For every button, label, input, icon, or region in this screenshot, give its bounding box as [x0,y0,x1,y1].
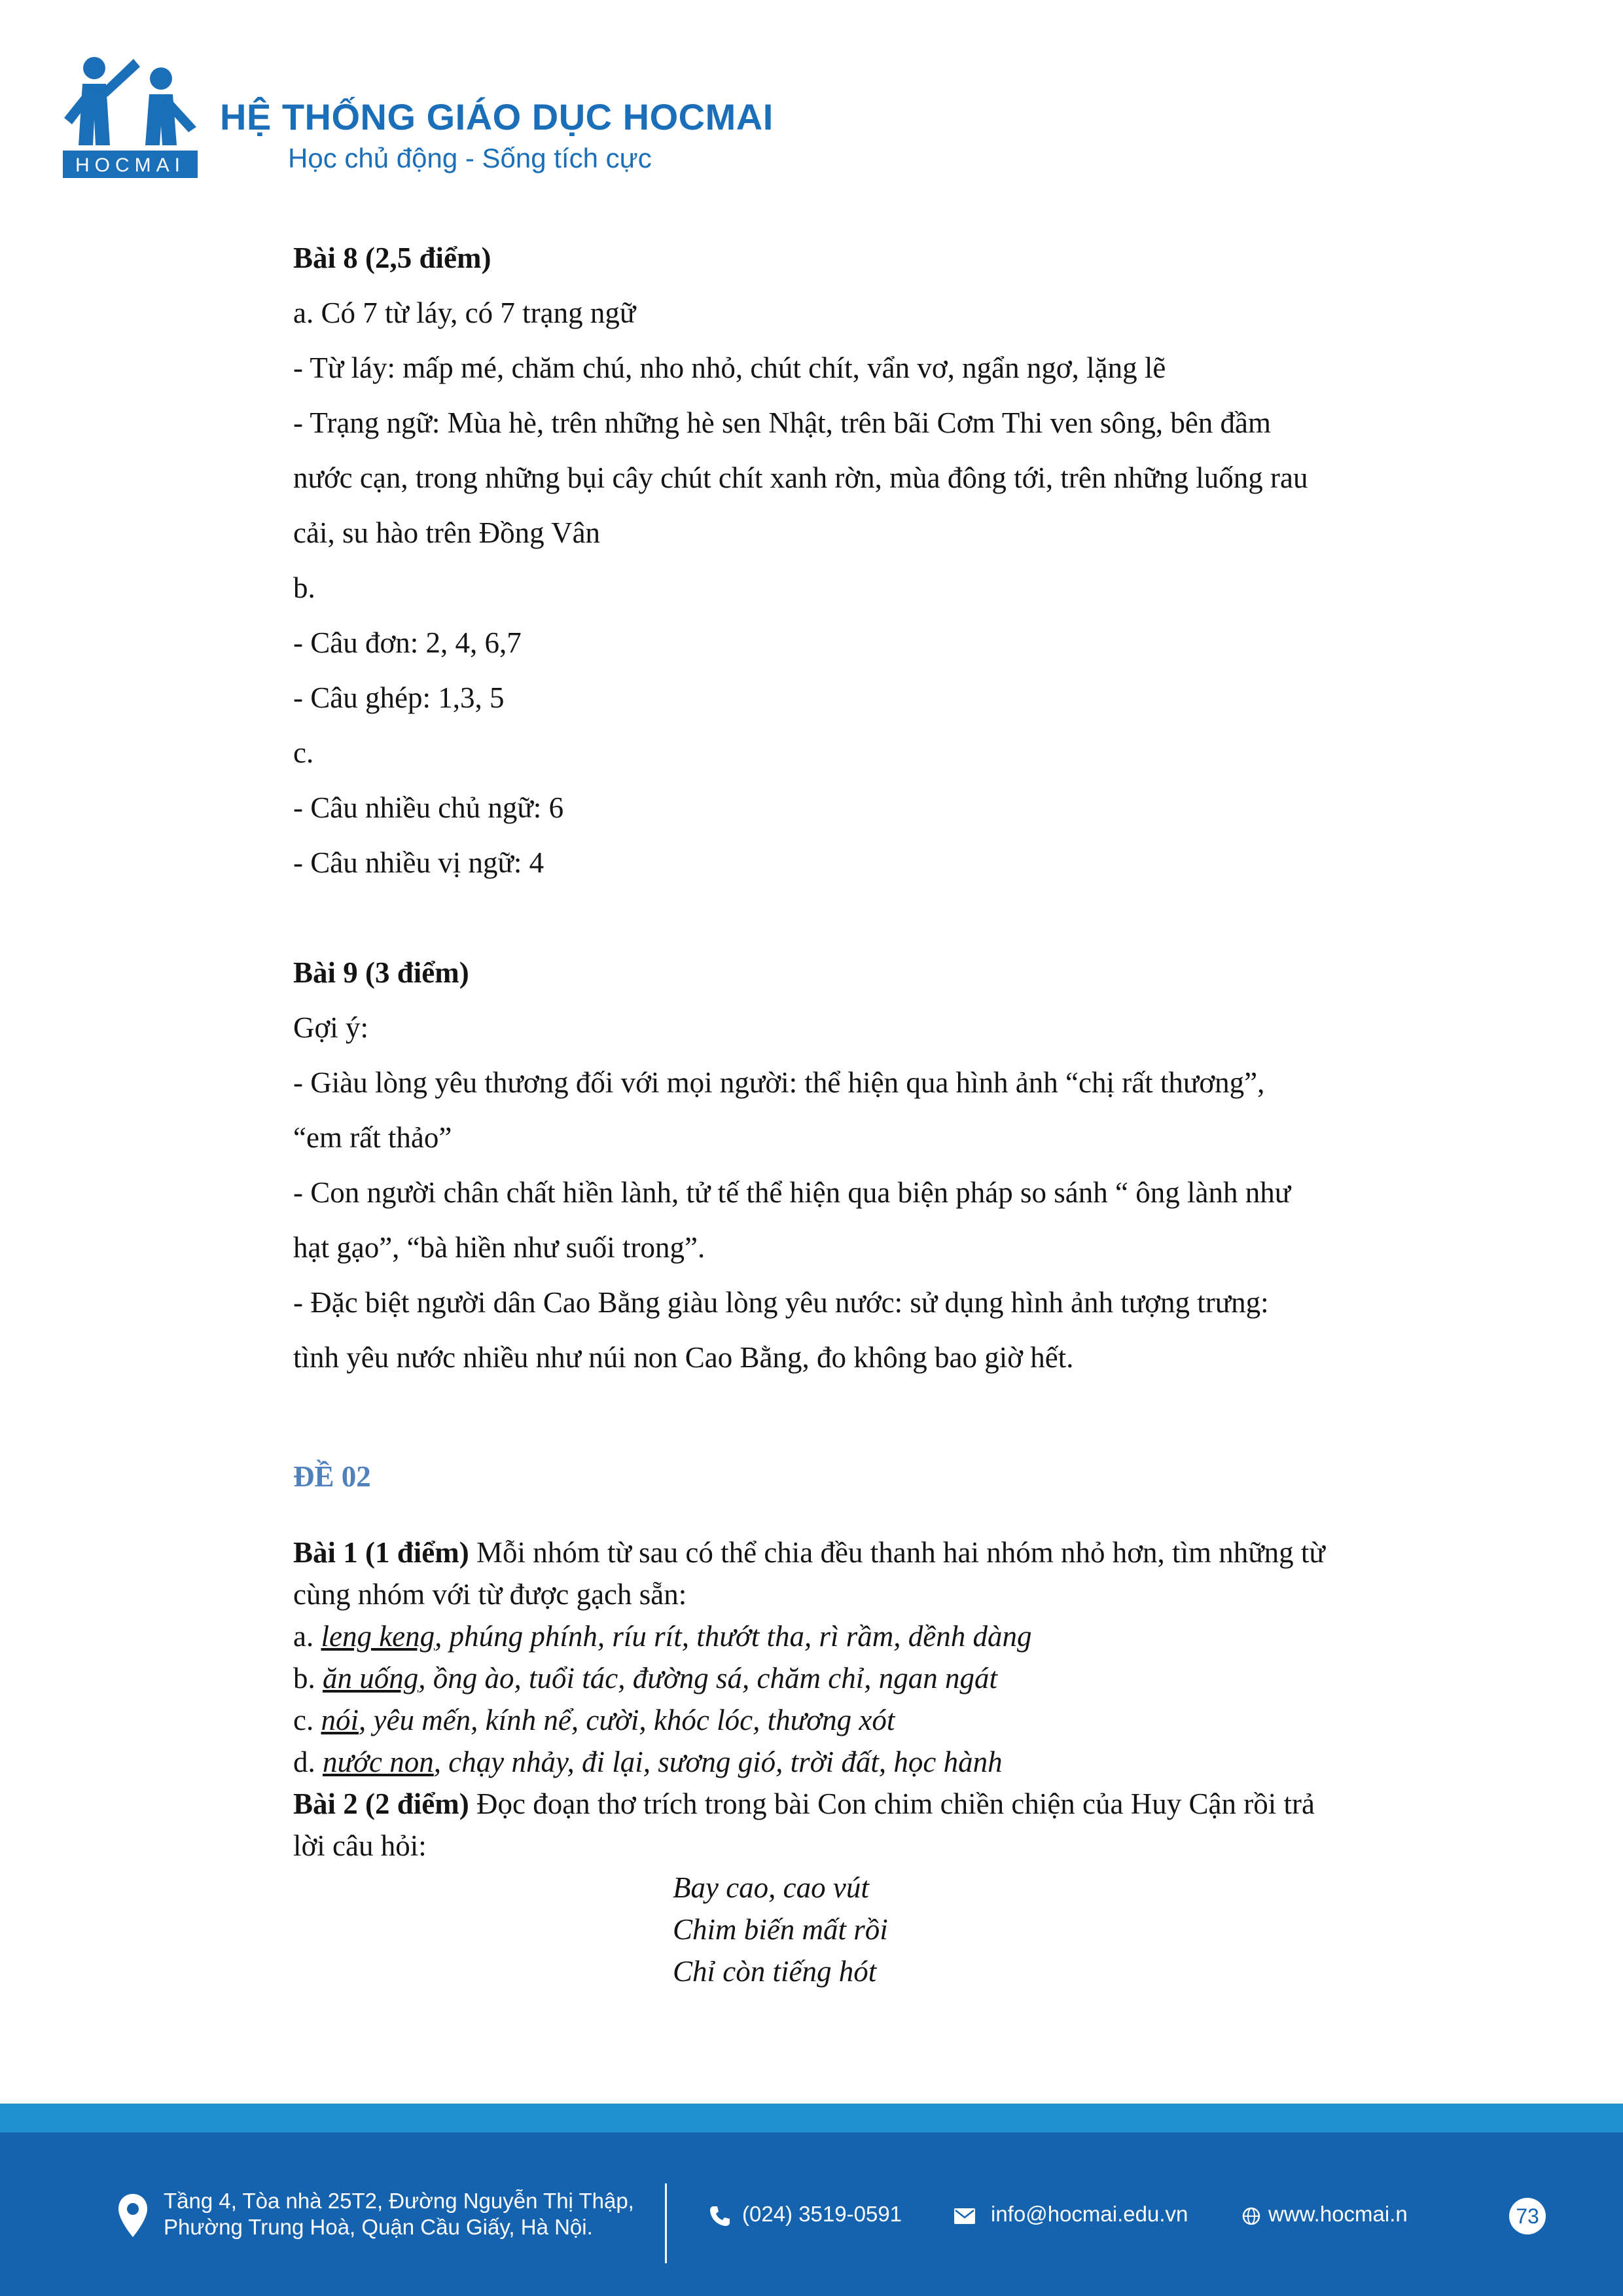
bai8-cau-don: - Câu đơn: 2, 4, 6,7 [293,626,522,659]
bai8-trang-ngu-line-3: cải, su hào trên Đồng Vân [293,516,601,549]
bai9-title: Bài 9 (3 điểm) [293,956,469,989]
globe-icon [1242,2207,1260,2225]
poem-line-1: Bay cao, cao vút [673,1871,869,1904]
de02-bai1-item-b [293,1657,1419,1699]
footer-website[interactable]: www.hocmai.n [1268,2202,1408,2226]
footer-email[interactable]: info@hocmai.edu.vn [991,2202,1188,2226]
email-icon [954,2208,975,2224]
bai9-point-1-line-2: “em rất thảo” [293,1121,452,1154]
page-footer [0,2132,1623,2296]
de02-bai1-text: Mỗi nhóm từ sau có thể chia đều thanh hai nhóm nhỏ hơn, tìm những từ [469,1536,1325,1569]
logo-wordmark: HOCMAI [75,154,185,176]
bai8-part-a: a. Có 7 từ láy, có 7 trạng ngữ [293,296,636,329]
poem-line-2: Chim biến mất rồi [673,1913,888,1946]
de02-bai1-item-a [293,1615,1419,1657]
footer-address-line-1: Tầng 4, Tòa nhà 25T2, Đường Nguyễn Thị Thập, [164,2189,634,2213]
location-pin-icon [116,2193,149,2238]
de02-heading: ĐỀ 02 [293,1460,371,1493]
item-prefix: d. [293,1746,323,1778]
hocmai-logo [63,54,198,178]
bai8-trang-ngu-line-2: nước cạn, trong những bụi cây chút chít xanh rờn, mùa đông tới, trên những luống rau [293,461,1308,494]
item-underlined-word: leng keng [321,1620,435,1653]
de02-bai1-item-d [293,1741,1419,1783]
de02-bai1-line-1 [293,1532,1419,1573]
bai9-point-3-line-1: - Đặc biệt người dân Cao Bằng giàu lòng yêu nước: sử dụng hình ảnh tượng trưng: [293,1286,1269,1319]
de02-bai2-line-2: lời câu hỏi: [293,1829,427,1862]
de02-bai1-item-c [293,1699,1419,1741]
item-words: , yêu mến, kính nể, cười, khóc lóc, thương xót [359,1704,895,1736]
de02-bai1-label: Bài 1 (1 điểm) [293,1536,469,1569]
bai9-point-3-line-2: tình yêu nước nhiều như núi non Cao Bằng, đo không bao giờ hết. [293,1341,1074,1374]
bai8-part-b: b. [293,571,315,604]
bai9-point-2-line-1: - Con người chân chất hiền lành, tử tế thể hiện qua biện pháp so sánh “ ông lành như [293,1176,1291,1209]
bai8-trang-ngu-line-1: - Trạng ngữ: Mùa hè, trên những hè sen Nhật, trên bãi Cơm Thi ven sông, bên đầm [293,406,1272,439]
item-words: , ồng ào, tuổi tác, đường sá, chăm chỉ, ngan ngát [418,1662,998,1695]
bai9-point-1-line-1: - Giàu lòng yêu thương đối với mọi người: thể hiện qua hình ảnh “chị rất thương”, [293,1066,1265,1099]
de02-bai2-line-1 [293,1783,1419,1825]
de02-bai2-label: Bài 2 (2 điểm) [293,1787,469,1820]
phone-icon [708,2204,732,2228]
item-prefix: b. [293,1662,323,1695]
de02-bai2-text: Đọc đoạn thơ trích trong bài Con chim chiền chiện của Huy Cận rồi trả [469,1787,1315,1820]
item-prefix: c. [293,1704,321,1736]
de02-bai1-line-2: cùng nhóm với từ được gạch sẵn: [293,1578,687,1611]
bai8-title: Bài 8 (2,5 điểm) [293,242,491,274]
item-underlined-word: nước non [323,1746,434,1778]
page-number: 73 [1509,2198,1546,2234]
brand-tagline: Học chủ động - Sống tích cực [288,143,652,173]
bai8-cau-ghep: - Câu ghép: 1,3, 5 [293,681,505,714]
poem-line-3: Chỉ còn tiếng hót [673,1955,877,1988]
bai8-chu-ngu: - Câu nhiều chủ ngữ: 6 [293,791,564,824]
bai8-part-c: c. [293,736,314,769]
brand-title: HỆ THỐNG GIÁO DỤC HOCMAI [220,96,774,137]
item-underlined-word: ăn uống [323,1662,419,1695]
bai9-point-2-line-2: hạt gạo”, “bà hiền như suối trong”. [293,1231,705,1264]
bai9-goi-y: Gợi ý: [293,1011,369,1044]
item-words: , chạy nhảy, đi lại, sương gió, trời đất, học hành [433,1746,1003,1778]
footer-phone[interactable]: (024) 3519-0591 [742,2202,902,2226]
bai8-vi-ngu: - Câu nhiều vị ngữ: 4 [293,846,544,879]
page-header [63,54,848,178]
item-underlined-word: nói [321,1704,359,1736]
item-words: , phúng phính, ríu rít, thướt tha, rì rầm, dềnh dàng [435,1620,1032,1653]
footer-divider [665,2183,667,2263]
document-body [293,230,1419,1992]
item-prefix: a. [293,1620,321,1653]
footer-address-line-2: Phường Trung Hoà, Quận Cầu Giấy, Hà Nội. [164,2215,593,2239]
footer-accent-band [0,2104,1623,2132]
bai8-tu-lay: - Từ láy: mấp mé, chăm chú, nho nhỏ, chút chít, vẩn vơ, ngẩn ngơ, lặng lẽ [293,351,1166,384]
